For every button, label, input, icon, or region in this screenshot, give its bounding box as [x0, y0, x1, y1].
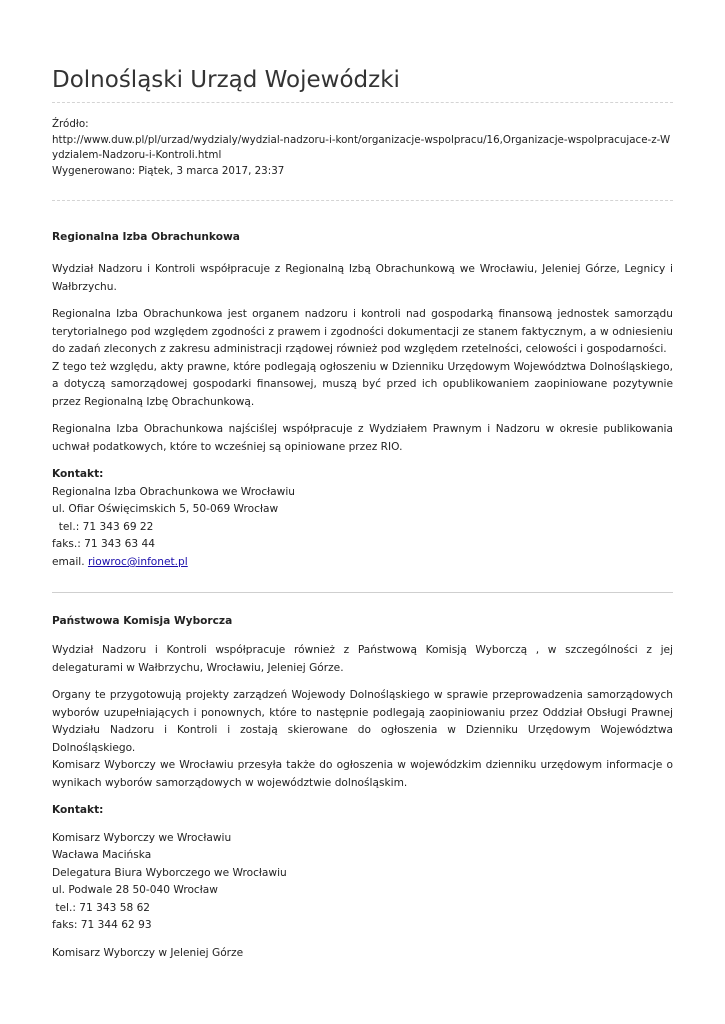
contact-line: Regionalna Izba Obrachunkowa we Wrocławiu: [52, 485, 295, 498]
paragraph: Regionalna Izba Obrachunkowa jest organem nadzoru i kontroli nad gospodarką finansową jednostek samorządu terytorialnego pod względem zgodności z prawem i zgodności dokumentacji ze stanem faktycznym, a w odniesieniu do zadań zleconych z zakresu administracji rządowej również pod względem rzetelności, celowości i gospodarności.: [52, 308, 673, 356]
paragraph: Regionalna Izba Obrachunkowa najściślej współpracuje z Wydziałem Prawnym i Nadzoru w okresie publikowania uchwał podatkowych, które to wcześniej są opiniowane przez RIO.: [52, 423, 673, 453]
contact-line: faks: 71 344 62 93: [52, 919, 152, 932]
section-divider: [52, 592, 673, 593]
contact-line: Delegatura Biura Wyborczego we Wrocławiu: [52, 866, 287, 879]
email-prefix: email.: [52, 555, 88, 568]
email-line: [52, 554, 673, 572]
contact-line: ul. Ofiar Oświęcimskich 5, 50-069 Wrocław: [52, 503, 279, 516]
email-link[interactable]: riowroc@infonet.pl: [87, 555, 188, 568]
contact-line: Komisarz Wyborczy we Wrocławiu: [52, 831, 232, 844]
contact-block: [52, 466, 673, 571]
source-meta: [52, 117, 673, 179]
header-divider: [52, 102, 673, 103]
contact-block: [52, 802, 673, 820]
site-title: Dolnośląski Urząd Wojewódzki: [52, 67, 400, 93]
paragraph: Wydział Nadzoru i Kontroli współpracuje również z Państwową Komisją Wyborczą , w szczególności z jej delegaturami w Wałbrzychu, Wrocławiu, Jeleniej Górze.: [52, 644, 673, 674]
contact-details: [52, 830, 673, 935]
meta-divider: [52, 200, 673, 201]
section-heading: Państwowa Komisja Wyborcza: [52, 615, 233, 628]
section-heading: Regionalna Izba Obrachunkowa: [52, 231, 240, 244]
generated-date: Wygenerowano: Piątek, 3 marca 2017, 23:37: [52, 164, 285, 177]
contact-line: ul. Podwale 28 50-040 Wrocław: [52, 884, 218, 897]
source-url: http://www.duw.pl/pl/urzad/wydzialy/wydzial-nadzoru-i-kont/organizacje-wspolpracu/16,Organizacje-wspolpracujace-z-Wydzialem-Nadzoru-i-Kontroli.html: [52, 133, 671, 162]
contact-label: Kontakt:: [52, 804, 104, 817]
contact-line: tel.: 71 343 58 62: [52, 901, 151, 914]
paragraph: Komisarz Wyborczy we Wrocławiu przesyła także do ogłoszenia w wojewódzkim dzienniku urzędowym informacje o wynikach wyborów samorządowych w województwie dolnośląskim.: [52, 759, 673, 789]
contact-line: Wacława Macińska: [52, 849, 152, 862]
section-pkw: [52, 613, 673, 962]
contact-line: tel.: 71 343 69 22: [52, 520, 154, 533]
section-rio: [52, 229, 673, 571]
contact-label: Kontakt:: [52, 468, 104, 481]
source-label: Źródło:: [52, 118, 89, 130]
paragraph: Z tego też względu, akty prawne, które podlegają ogłoszeniu w Dzienniku Urzędowym Województwa Dolnośląskiego, a dotyczą samorządowej gospodarki finansowej, muszą być przed ich opublikowaniem zaopiniowane pozytywnie przez Regionalną Izbę Obrachunkową.: [52, 360, 673, 408]
paragraph: Wydział Nadzoru i Kontroli współpracuje z Regionalną Izbą Obrachunkową we Wrocławiu, Jeleniej Górze, Legnicy i Wałbrzychu.: [52, 263, 673, 293]
paragraph: Organy te przygotowują projekty zarządzeń Wojewody Dolnośląskiego w sprawie przeprowadzenia samorządowych wyborów uzupełniających i ponownych, które to następnie podlegają zaopiniowaniu przez Oddział Obsługi Prawnej Wydziału Nadzoru i Kontroli i zostają skierowane do ogłoszenia w Dzienniku Urzędowym Województwa Dolnośląskiego.: [52, 689, 673, 754]
contact-line: faks.: 71 343 63 44: [52, 538, 155, 551]
paragraph: Komisarz Wyborczy w Jeleniej Górze: [52, 946, 244, 959]
